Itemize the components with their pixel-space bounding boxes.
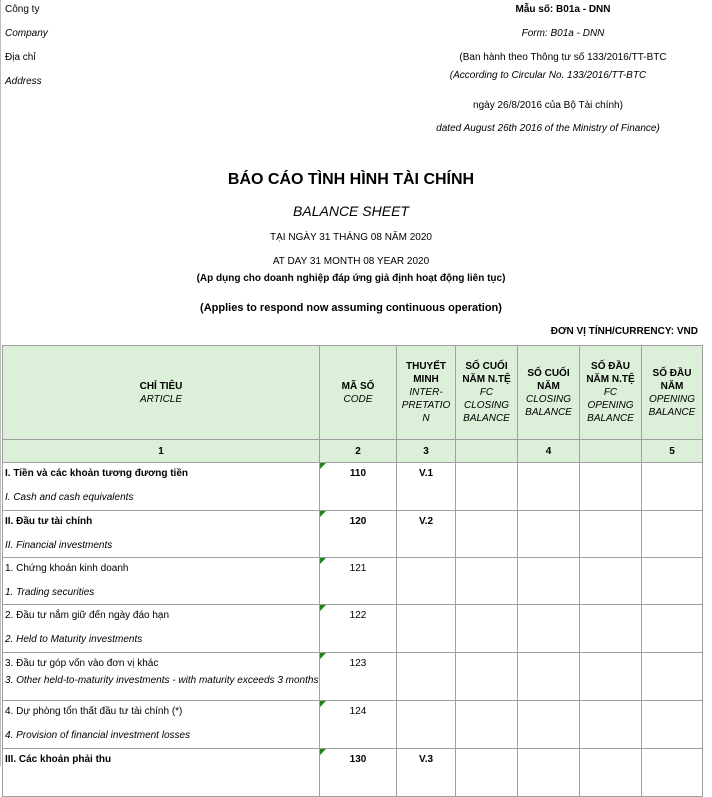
column-header-interpretation: THUYẾT MINH INTER-PRETATIO N bbox=[397, 346, 456, 440]
row-cell[interactable] bbox=[456, 558, 518, 605]
row-cell[interactable] bbox=[642, 463, 703, 511]
table-row bbox=[3, 558, 703, 605]
row-note bbox=[397, 605, 456, 653]
row-cell[interactable] bbox=[642, 605, 703, 653]
row-cell[interactable] bbox=[518, 653, 580, 701]
row-cell[interactable] bbox=[518, 558, 580, 605]
column-number-row bbox=[3, 440, 703, 463]
row-cell[interactable] bbox=[642, 653, 703, 701]
row-cell[interactable] bbox=[456, 605, 518, 653]
column-number bbox=[456, 440, 518, 463]
row-cell[interactable] bbox=[456, 511, 518, 558]
row-code: 110 bbox=[320, 463, 397, 511]
form-number-en: Form: B01a - DNN bbox=[521, 28, 605, 39]
column-header-closing: SỐ CUỐI NĂM CLOSING BALANCE bbox=[518, 346, 580, 440]
table-row bbox=[3, 511, 703, 558]
row-cell[interactable] bbox=[518, 463, 580, 511]
table-row bbox=[3, 653, 703, 701]
row-article: 2. Đầu tư nắm giữ đến ngày đáo hạn 2. Held to Maturity investments bbox=[3, 605, 320, 653]
issued-by-en: (According to Circular No. 133/2016/TT-BTC bbox=[449, 70, 647, 81]
row-cell[interactable] bbox=[456, 463, 518, 511]
company-label: Công ty bbox=[5, 4, 40, 15]
row-cell[interactable] bbox=[642, 558, 703, 605]
row-cell[interactable] bbox=[580, 749, 642, 797]
table-row bbox=[3, 605, 703, 653]
report-title-en: BALANCE SHEET bbox=[293, 203, 409, 219]
column-number: 5 bbox=[642, 440, 703, 463]
row-code: 124 bbox=[320, 701, 397, 749]
row-cell[interactable] bbox=[580, 605, 642, 653]
row-note bbox=[397, 558, 456, 605]
row-code: 121 bbox=[320, 558, 397, 605]
row-code: 123 bbox=[320, 653, 397, 701]
row-cell[interactable] bbox=[518, 701, 580, 749]
column-header-opening: SỐ ĐẦU NĂM OPENING BALANCE bbox=[642, 346, 703, 440]
report-title: BÁO CÁO TÌNH HÌNH TÀI CHÍNH bbox=[227, 171, 475, 188]
row-article: 4. Dự phòng tổn thất đầu tư tài chính (*) 4. Provision of financial investment losses bbox=[3, 701, 320, 749]
row-article: II. Đầu tư tài chính II. Financial investments bbox=[3, 511, 320, 558]
row-code: 130 bbox=[320, 749, 397, 797]
column-number: 1 bbox=[3, 440, 320, 463]
row-cell[interactable] bbox=[456, 701, 518, 749]
row-cell[interactable] bbox=[518, 749, 580, 797]
row-cell[interactable] bbox=[642, 701, 703, 749]
row-article: 1. Chứng khoán kinh doanh 1. Trading securities bbox=[3, 558, 320, 605]
column-number: 3 bbox=[397, 440, 456, 463]
company-label-en: Company bbox=[5, 28, 48, 39]
row-article: III. Các khoản phải thu bbox=[3, 749, 320, 797]
column-number: 2 bbox=[320, 440, 397, 463]
row-note bbox=[397, 653, 456, 701]
balance-sheet-table bbox=[2, 345, 703, 797]
row-cell[interactable] bbox=[580, 511, 642, 558]
row-cell[interactable] bbox=[580, 653, 642, 701]
row-cell[interactable] bbox=[642, 749, 703, 797]
issued-by: (Ban hành theo Thông tư số 133/2016/TT-BTC bbox=[459, 52, 667, 63]
row-cell[interactable] bbox=[518, 605, 580, 653]
address-label-en: Address bbox=[5, 76, 42, 87]
row-article: 3. Đầu tư góp vốn vào đơn vị khác 3. Other held-to-maturity investments - with maturity exceeds 3 months bbox=[3, 653, 320, 701]
column-header-fc-closing: SỐ CUỐI NĂM N.TỆ FC CLOSING BALANCE bbox=[456, 346, 518, 440]
column-header-fc-opening: SỐ ĐẦU NĂM N.TỆ FC OPENING BALANCE bbox=[580, 346, 642, 440]
row-cell[interactable] bbox=[518, 511, 580, 558]
row-cell[interactable] bbox=[456, 653, 518, 701]
applies-note-en: (Applies to respond now assuming continuous operation) bbox=[200, 302, 502, 314]
report-date: TẠI NGÀY 31 THÁNG 08 NĂM 2020 bbox=[270, 232, 432, 243]
issued-date-en: dated August 26th 2016 of the Ministry of Finance) bbox=[436, 123, 660, 134]
table-row bbox=[3, 749, 703, 797]
column-number: 4 bbox=[518, 440, 580, 463]
row-note: V.2 bbox=[397, 511, 456, 558]
row-cell[interactable] bbox=[580, 463, 642, 511]
address-label: Địa chỉ bbox=[5, 52, 36, 63]
row-cell[interactable] bbox=[580, 701, 642, 749]
column-header-code: MÃ SỐ CODE bbox=[320, 346, 397, 440]
row-note: V.3 bbox=[397, 749, 456, 797]
table-header-row bbox=[3, 346, 703, 440]
issued-date: ngày 26/8/2016 của Bộ Tài chính) bbox=[473, 100, 623, 111]
row-code: 120 bbox=[320, 511, 397, 558]
column-header-article: CHỈ TIÊU ARTICLE bbox=[3, 346, 320, 440]
currency-unit: ĐƠN VỊ TÍNH/CURRENCY: VND bbox=[550, 326, 698, 337]
row-article: I. Tiền và các khoản tương đương tiền I. Cash and cash equivalents bbox=[3, 463, 320, 511]
row-cell[interactable] bbox=[456, 749, 518, 797]
row-cell[interactable] bbox=[580, 558, 642, 605]
table-row bbox=[3, 463, 703, 511]
row-code: 122 bbox=[320, 605, 397, 653]
report-date-en: AT DAY 31 MONTH 08 YEAR 2020 bbox=[272, 256, 430, 267]
row-note bbox=[397, 701, 456, 749]
table-row bbox=[3, 701, 703, 749]
applies-note: (Ap dụng cho doanh nghiệp đáp ứng giả định hoạt động liên tục) bbox=[196, 273, 506, 284]
form-number: Mẫu số: B01a - DNN bbox=[515, 4, 611, 15]
row-cell[interactable] bbox=[642, 511, 703, 558]
column-number bbox=[580, 440, 642, 463]
row-note: V.1 bbox=[397, 463, 456, 511]
